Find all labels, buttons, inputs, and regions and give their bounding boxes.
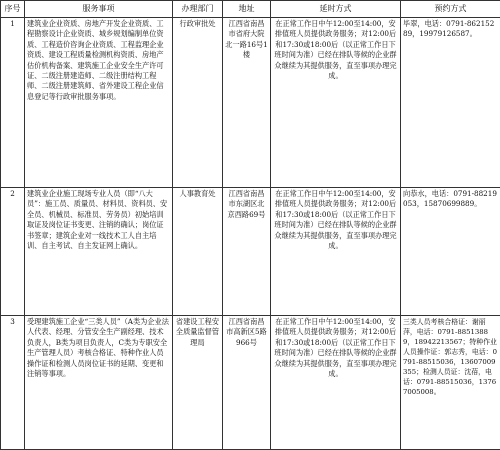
- header-address: 地址: [223, 1, 271, 18]
- service-description: 建筑业企业施工现场专业人员（即“八大员”：施工员、质量员、材料员、资料员、安全员、机械员、标准员、劳务员）初始培训取证及岗位证书变更、注销的确认；岗位证书签章；建筑企业对一线技术工人自主培训、自主考试、自主发证网上确认。: [25, 188, 173, 316]
- table-header-row: [1, 1, 500, 18]
- department: 省建设工程安全质量监督管理局: [173, 316, 223, 450]
- address: 江西省南昌市省府大院北一路16号1楼: [223, 18, 271, 188]
- table-row: [1, 316, 500, 450]
- extended-hours-method: 在正常工作日中午12:00至14:00，安排值班人员提供政务服务；对12:00后和17:30或18:00后（以正常工作日下班时间为准）已经在排队等候的企业群众继续为其提供服务，直至事项办理完成。: [271, 316, 401, 450]
- row-number: 1: [1, 18, 25, 188]
- address: 江西省南昌市东湖区北京西路69号: [223, 188, 271, 316]
- row-number: 3: [1, 316, 25, 450]
- table-row: [1, 188, 500, 316]
- department: 行政审批处: [173, 18, 223, 188]
- extended-hours-method: 在正常工作日中午12:00至14:00，安排值班人员提供政务服务；对12:00后和17:30或18:00后（以正常工作日下班时间为准）已经在排队等候的企业群众继续为其提供服务，直至事项办理完成。: [271, 188, 401, 316]
- appointment-contact: 三类人员考核合格证：谢丽萍，电话：0791-88513889，18942213567；特种作业人员操作证：郭志秀，电话：0791-88515036，13607009355；检测人员证：沈蓓，电话：0791-88515036，13767005008。: [401, 316, 500, 450]
- department: 人事教育处: [173, 188, 223, 316]
- header-dept: 办理部门: [173, 1, 223, 18]
- table-row: [1, 18, 500, 188]
- header-service: 服务事项: [25, 1, 173, 18]
- header-method: 延时方式: [271, 1, 401, 18]
- service-description: 受理建筑施工企业“三类人员”（A类为企业法人代表、经理、分管安全生产副经理、技术负责人，B类为项目负责人，C类为专职安全生产管理人员）考核合格证、特种作业人员操作证和检测人员岗位证书的延期、变更和注销等事项。: [25, 316, 173, 450]
- header-no: 序号: [1, 1, 25, 18]
- service-description: 建筑业企业资质、房地产开发企业资质、工程勘察设计企业资质、城乡规划编制单位资质、工程造价咨询企业资质、工程监理企业资质、建设工程质量检测机构资质、房地产估价机构备案、建筑施工企业安全生产许可证、二级注册建造师、二级注册结构工程师、二级注册建筑师、省外建设工程企业信息登记等行政审批服务事项。: [25, 18, 173, 188]
- appointment-contact: 向恭水，电话：0791-88219053，15870699889。: [401, 188, 500, 316]
- header-contact: 预约方式: [401, 1, 500, 18]
- row-number: 2: [1, 188, 25, 316]
- appointment-contact: 毕翠，电话：0791-86215289，19979126587。: [401, 18, 500, 188]
- extended-hours-method: 在正常工作日中午12:00至14:00，安排值班人员提供政务服务；对12:00后和17:30或18:00后（以正常工作日下班时间为准）已经在排队等候的企业群众继续为其提供服务，直至事项办理完成。: [271, 18, 401, 188]
- address: 江西省南昌市高新区5路966号: [223, 316, 271, 450]
